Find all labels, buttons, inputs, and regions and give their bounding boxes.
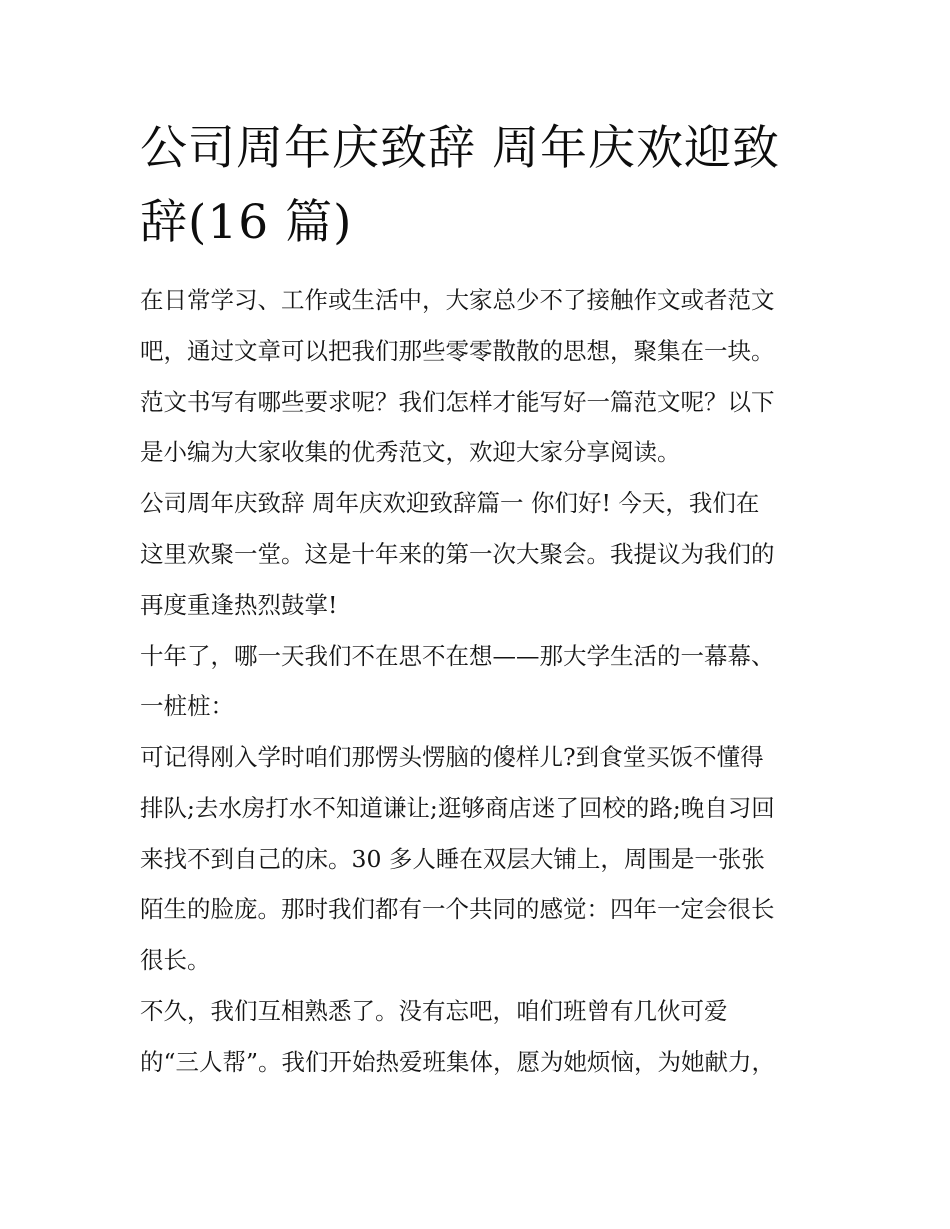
title-line-2: 辞(16 篇)	[140, 195, 353, 250]
body-line-8: 十年了，哪一天我们不在思不在想——那大学生活的一幕幕、	[140, 642, 775, 670]
body-line-3: 范文书写有哪些要求呢？我们怎样才能写好一篇范文呢？以下	[140, 388, 775, 416]
body-line-9: 一桩桩：	[140, 692, 234, 720]
body-line-4: 是小编为大家收集的优秀范文，欢迎大家分享阅读。	[140, 438, 681, 466]
body-line-13: 陌生的脸庞。那时我们都有一个共同的感觉：四年一定会很长	[140, 895, 775, 923]
body-line-12: 来找不到自己的床。30 多人睡在双层大铺上，周围是一张张	[140, 845, 765, 873]
body-line-6: 这里欢聚一堂。这是十年来的第一次大聚会。我提议为我们的	[140, 540, 775, 568]
body-line-5: 公司周年庆致辞 周年庆欢迎致辞篇一 你们好! 今天，我们在	[140, 489, 760, 517]
body-line-10: 可记得刚入学时咱们那愣头愣脑的傻样儿?到食堂买饭不懂得	[140, 743, 764, 771]
body-line-14: 很长。	[140, 946, 211, 974]
body-line-16: 的“三人帮”。我们开始热爱班集体，愿为她烦恼，为她献力，	[140, 1048, 776, 1076]
body-line-11: 排队;去水房打水不知道谦让;逛够商店迷了回校的路;晚自习回	[140, 794, 775, 822]
body-line-7: 再度重逢热烈鼓掌!	[140, 591, 338, 619]
body-line-1: 在日常学习、工作或生活中，大家总少不了接触作文或者范文	[140, 286, 775, 314]
title-line-1: 公司周年庆致辞 周年庆欢迎致	[140, 121, 780, 176]
document-title	[140, 112, 820, 260]
body-line-2: 吧，通过文章可以把我们那些零零散散的思想，聚集在一块。	[140, 337, 775, 365]
body-line-15: 不久，我们互相熟悉了。没有忘吧，咱们班曾有几伙可爱	[140, 997, 728, 1025]
